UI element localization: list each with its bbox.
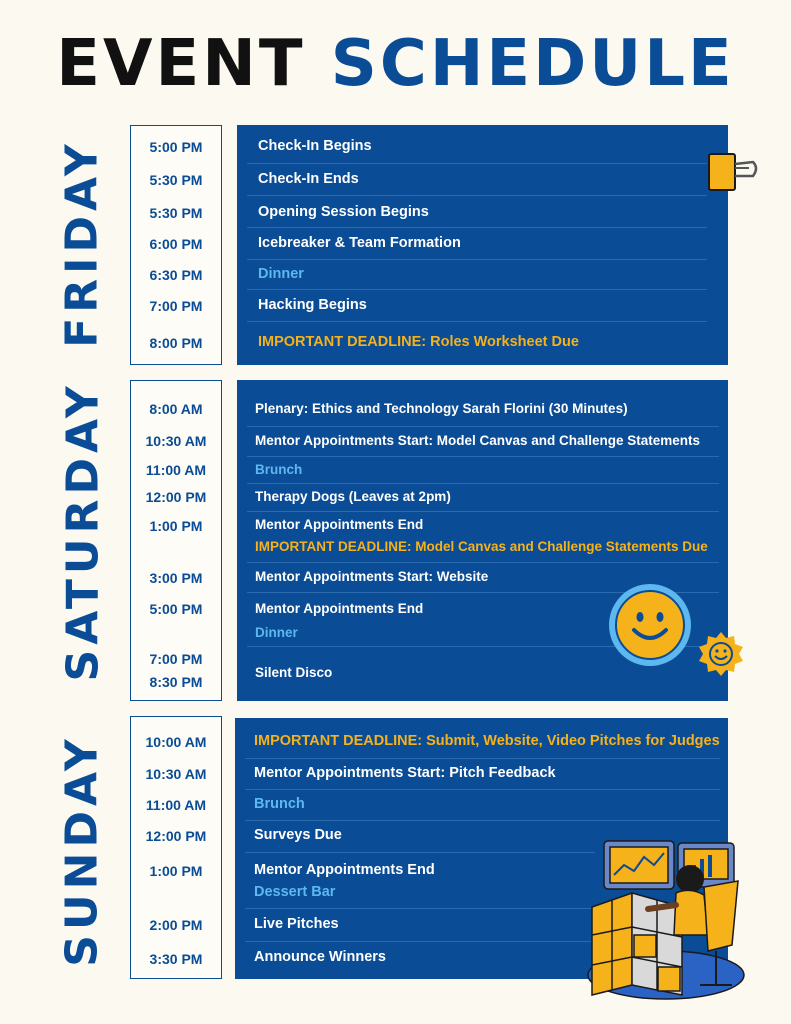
saturday-time-1: 8:00 AM	[149, 401, 203, 417]
row-divider	[247, 456, 719, 457]
saturday-time-8b: 8:30 PM	[149, 674, 203, 690]
saturday-time-8a: 7:00 PM	[149, 651, 203, 667]
friday-time-column	[130, 125, 222, 365]
sunday-time-7: 3:30 PM	[149, 951, 203, 967]
saturday-time-3: 11:00 AM	[145, 462, 207, 478]
friday-event-2: Check-In Ends	[258, 171, 359, 187]
saturday-time-4: 12:00 PM	[145, 489, 207, 505]
friday-event-5: Dinner	[258, 266, 304, 282]
friday-time-1: 5:00 PM	[149, 139, 203, 155]
sunday-time-3: 11:00 AM	[145, 797, 207, 813]
saturday-event-7: Mentor Appointments End	[255, 601, 424, 616]
page-title	[0, 28, 791, 100]
saturday-event-7-dinner: Dinner	[255, 625, 298, 640]
friday-time-5: 6:30 PM	[149, 267, 203, 283]
row-divider	[245, 758, 720, 759]
row-divider	[247, 511, 719, 512]
saturday-event-5: Mentor Appointments End	[255, 517, 424, 532]
binder-clip-icon	[703, 148, 759, 198]
friday-event-6: Hacking Begins	[258, 297, 367, 313]
sunday-time-4: 12:00 PM	[145, 828, 207, 844]
friday-event-7: IMPORTANT DEADLINE: Roles Worksheet Due	[258, 334, 579, 350]
saturday-time-5: 1:00 PM	[149, 518, 203, 534]
saturday-event-5-deadline: IMPORTANT DEADLINE: Model Canvas and Challenge Statements Due	[255, 539, 708, 554]
friday-time-7: 8:00 PM	[149, 335, 203, 351]
sunday-event-6: Live Pitches	[254, 916, 339, 932]
friday-time-3: 5:30 PM	[149, 205, 203, 221]
friday-time-2: 5:30 PM	[149, 172, 203, 188]
row-divider	[245, 820, 720, 821]
smiley-badge-icon	[697, 630, 745, 678]
saturday-event-8: Silent Disco	[255, 665, 333, 680]
row-divider	[247, 163, 707, 164]
row-divider	[247, 426, 719, 427]
sunday-event-3: Brunch	[254, 796, 305, 812]
row-divider	[245, 789, 720, 790]
day-label-sunday: SUNDAY	[56, 734, 108, 967]
sunday-time-column	[130, 716, 222, 979]
sunday-event-4: Surveys Due	[254, 827, 342, 843]
friday-event-3: Opening Session Begins	[258, 204, 429, 220]
friday-time-4: 6:00 PM	[149, 236, 203, 252]
saturday-time-column	[130, 380, 222, 701]
saturday-event-2: Mentor Appointments Start: Model Canvas and Challenge Statements	[255, 433, 701, 448]
friday-time-6: 7:00 PM	[149, 298, 203, 314]
row-divider	[247, 195, 707, 196]
saturday-event-4: Therapy Dogs (Leaves at 2pm)	[255, 489, 451, 504]
smiley-face-icon	[607, 582, 693, 668]
row-divider	[245, 941, 595, 942]
sunday-time-5: 1:00 PM	[149, 863, 203, 879]
sunday-event-5-dessert: Dessert Bar	[254, 884, 336, 900]
sunday-event-2: Mentor Appointments Start: Pitch Feedback	[254, 765, 556, 781]
sunday-time-6: 2:00 PM	[149, 917, 203, 933]
row-divider	[247, 289, 707, 290]
row-divider	[245, 908, 595, 909]
friday-schedule-panel	[237, 125, 728, 365]
sunday-event-5: Mentor Appointments End	[254, 862, 435, 878]
row-divider	[247, 483, 719, 484]
saturday-event-1: Plenary: Ethics and Technology Sarah Florini (30 Minutes)	[255, 401, 628, 416]
saturday-time-2: 10:30 AM	[145, 433, 207, 449]
friday-event-1: Check-In Begins	[258, 138, 372, 154]
sunday-event-7: Announce Winners	[254, 949, 386, 965]
row-divider	[247, 259, 707, 260]
row-divider	[245, 852, 595, 853]
title-word-schedule: SCHEDULE	[330, 27, 735, 101]
day-label-saturday: SATURDAY	[57, 381, 109, 682]
row-divider	[247, 321, 707, 322]
saturday-time-6: 3:00 PM	[149, 570, 203, 586]
person-at-computer-illustration	[582, 835, 752, 1005]
saturday-time-7: 5:00 PM	[149, 601, 203, 617]
saturday-event-6: Mentor Appointments Start: Website	[255, 569, 489, 584]
sunday-event-1: IMPORTANT DEADLINE: Submit, Website, Video Pitches for Judges	[254, 733, 720, 749]
sunday-time-1: 10:00 AM	[145, 734, 207, 750]
row-divider	[247, 227, 707, 228]
title-word-event: EVENT	[56, 27, 306, 101]
row-divider	[247, 562, 719, 563]
sunday-time-2: 10:30 AM	[145, 766, 207, 782]
day-label-friday: FRIDAY	[56, 139, 108, 348]
saturday-event-3: Brunch	[255, 462, 303, 477]
friday-event-4: Icebreaker & Team Formation	[258, 235, 461, 251]
